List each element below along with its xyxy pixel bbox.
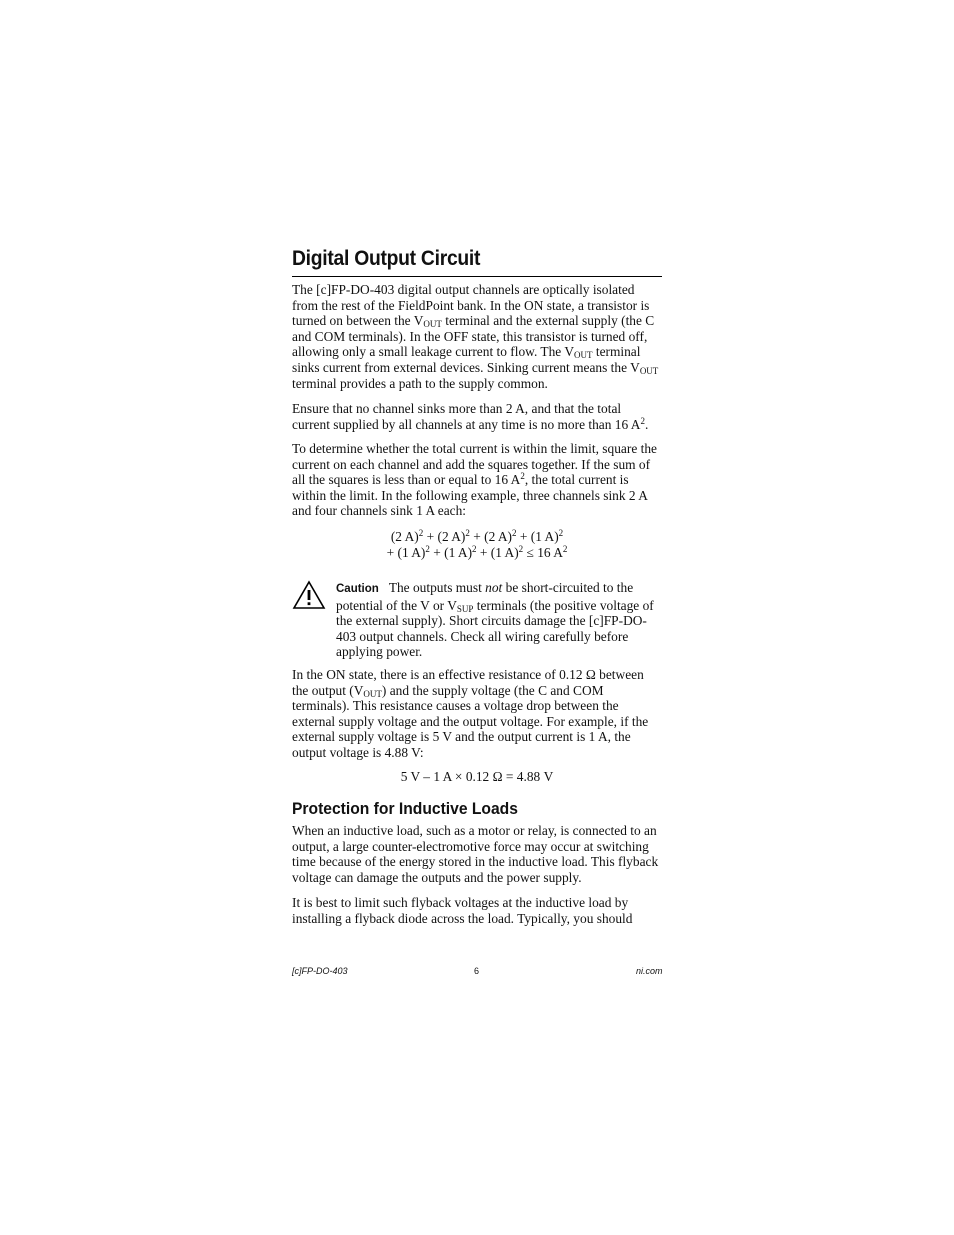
caution-warning-icon	[292, 580, 326, 610]
paragraph-sum-squares	[292, 441, 662, 519]
paragraph-current-limit	[292, 401, 662, 432]
body-text: In the ON state, there is an effective resistance of 0.12 Ω between the output $(V_{OUT})$ and the supply voltage (the C and COM terminals). This resistance causes a voltage drop between the external supply voltage and the output voltage. For example, if the external supply voltage is 5 V and the output current is 1 A, the output voltage is 4.88 V:	[292, 667, 649, 760]
paragraph-inductive-load	[292, 823, 662, 885]
body-text: The [c]FP-DO-403 digital output channels are optically isolated from the rest of the FieldPoint bank. In the ON state, a transistor is turned on between the $V_{OUT}$ terminal and the external supply (the C and COM terminals). In the OFF state, this transistor is turned off, allowing only a small leakage current to flow. The $V_{OUT}$ terminal sinks current from external devices. Sinking current means the $V_{OUT}$ terminal provides a path to the supply common.	[292, 282, 659, 391]
caution-note: Caution The outputs must not be short-circuited to the potential of the V or $V_{SUP}$ terminals (the positive voltage of the external supply). Short circuits damage the [c]FP-DO-403 output channels. Check all wiring carefully before applying power.	[336, 580, 654, 660]
equation-current-squares	[292, 529, 662, 561]
section-heading: Digital Output Circuit	[292, 247, 481, 270]
paragraph-flyback-diode	[292, 895, 662, 926]
equation-line-1: (2 A)$^2$ + (2 A)$^2$ + (2 A)$^2$ + (1 A)$^2$	[390, 528, 564, 544]
body-text: To determine whether the total current is within the limit, square the current on each channel and add the squares together. If the sum of all the squares is less than or equal to 16 $A^2$, the total current is within the limit. In the following example, three channels sink 2 A and four channels sink 1 A each:	[292, 441, 657, 519]
heading-rule	[292, 276, 662, 277]
paragraph-digital-output	[292, 282, 662, 391]
footer-website: ni.com	[636, 966, 663, 976]
footer-product: [c]FP-DO-403	[292, 966, 348, 976]
footer-page-number: 6	[474, 966, 480, 976]
equation-line-2: + (1 A)$^2$ + (1 A)$^2$ + (1 A)$^2$ ≤ 16 $A^2$	[386, 544, 568, 560]
subsection-heading: Protection for Inductive Loads	[292, 799, 518, 818]
body-text: Ensure that no channel sinks more than 2 A, and that the total current supplied by all channels at any time is no more than 16 $A^2$.	[292, 401, 649, 432]
body-text: When an inductive load, such as a motor or relay, is connected to an output, a large counter-electromotive force may occur at switching time because of the energy stored in the inductive load. This flyback voltage can damage the outputs and the power supply.	[292, 823, 659, 885]
paragraph-on-resistance	[292, 667, 662, 761]
caution-label: Caution	[336, 583, 379, 595]
body-text: It is best to limit such flyback voltages at the inductive load by installing a flyback diode across the load. Typically, you should	[292, 895, 633, 926]
equation-voltage-drop: 5 V – 1 A × 0.12 Ω = 4.88 V	[400, 769, 554, 784]
